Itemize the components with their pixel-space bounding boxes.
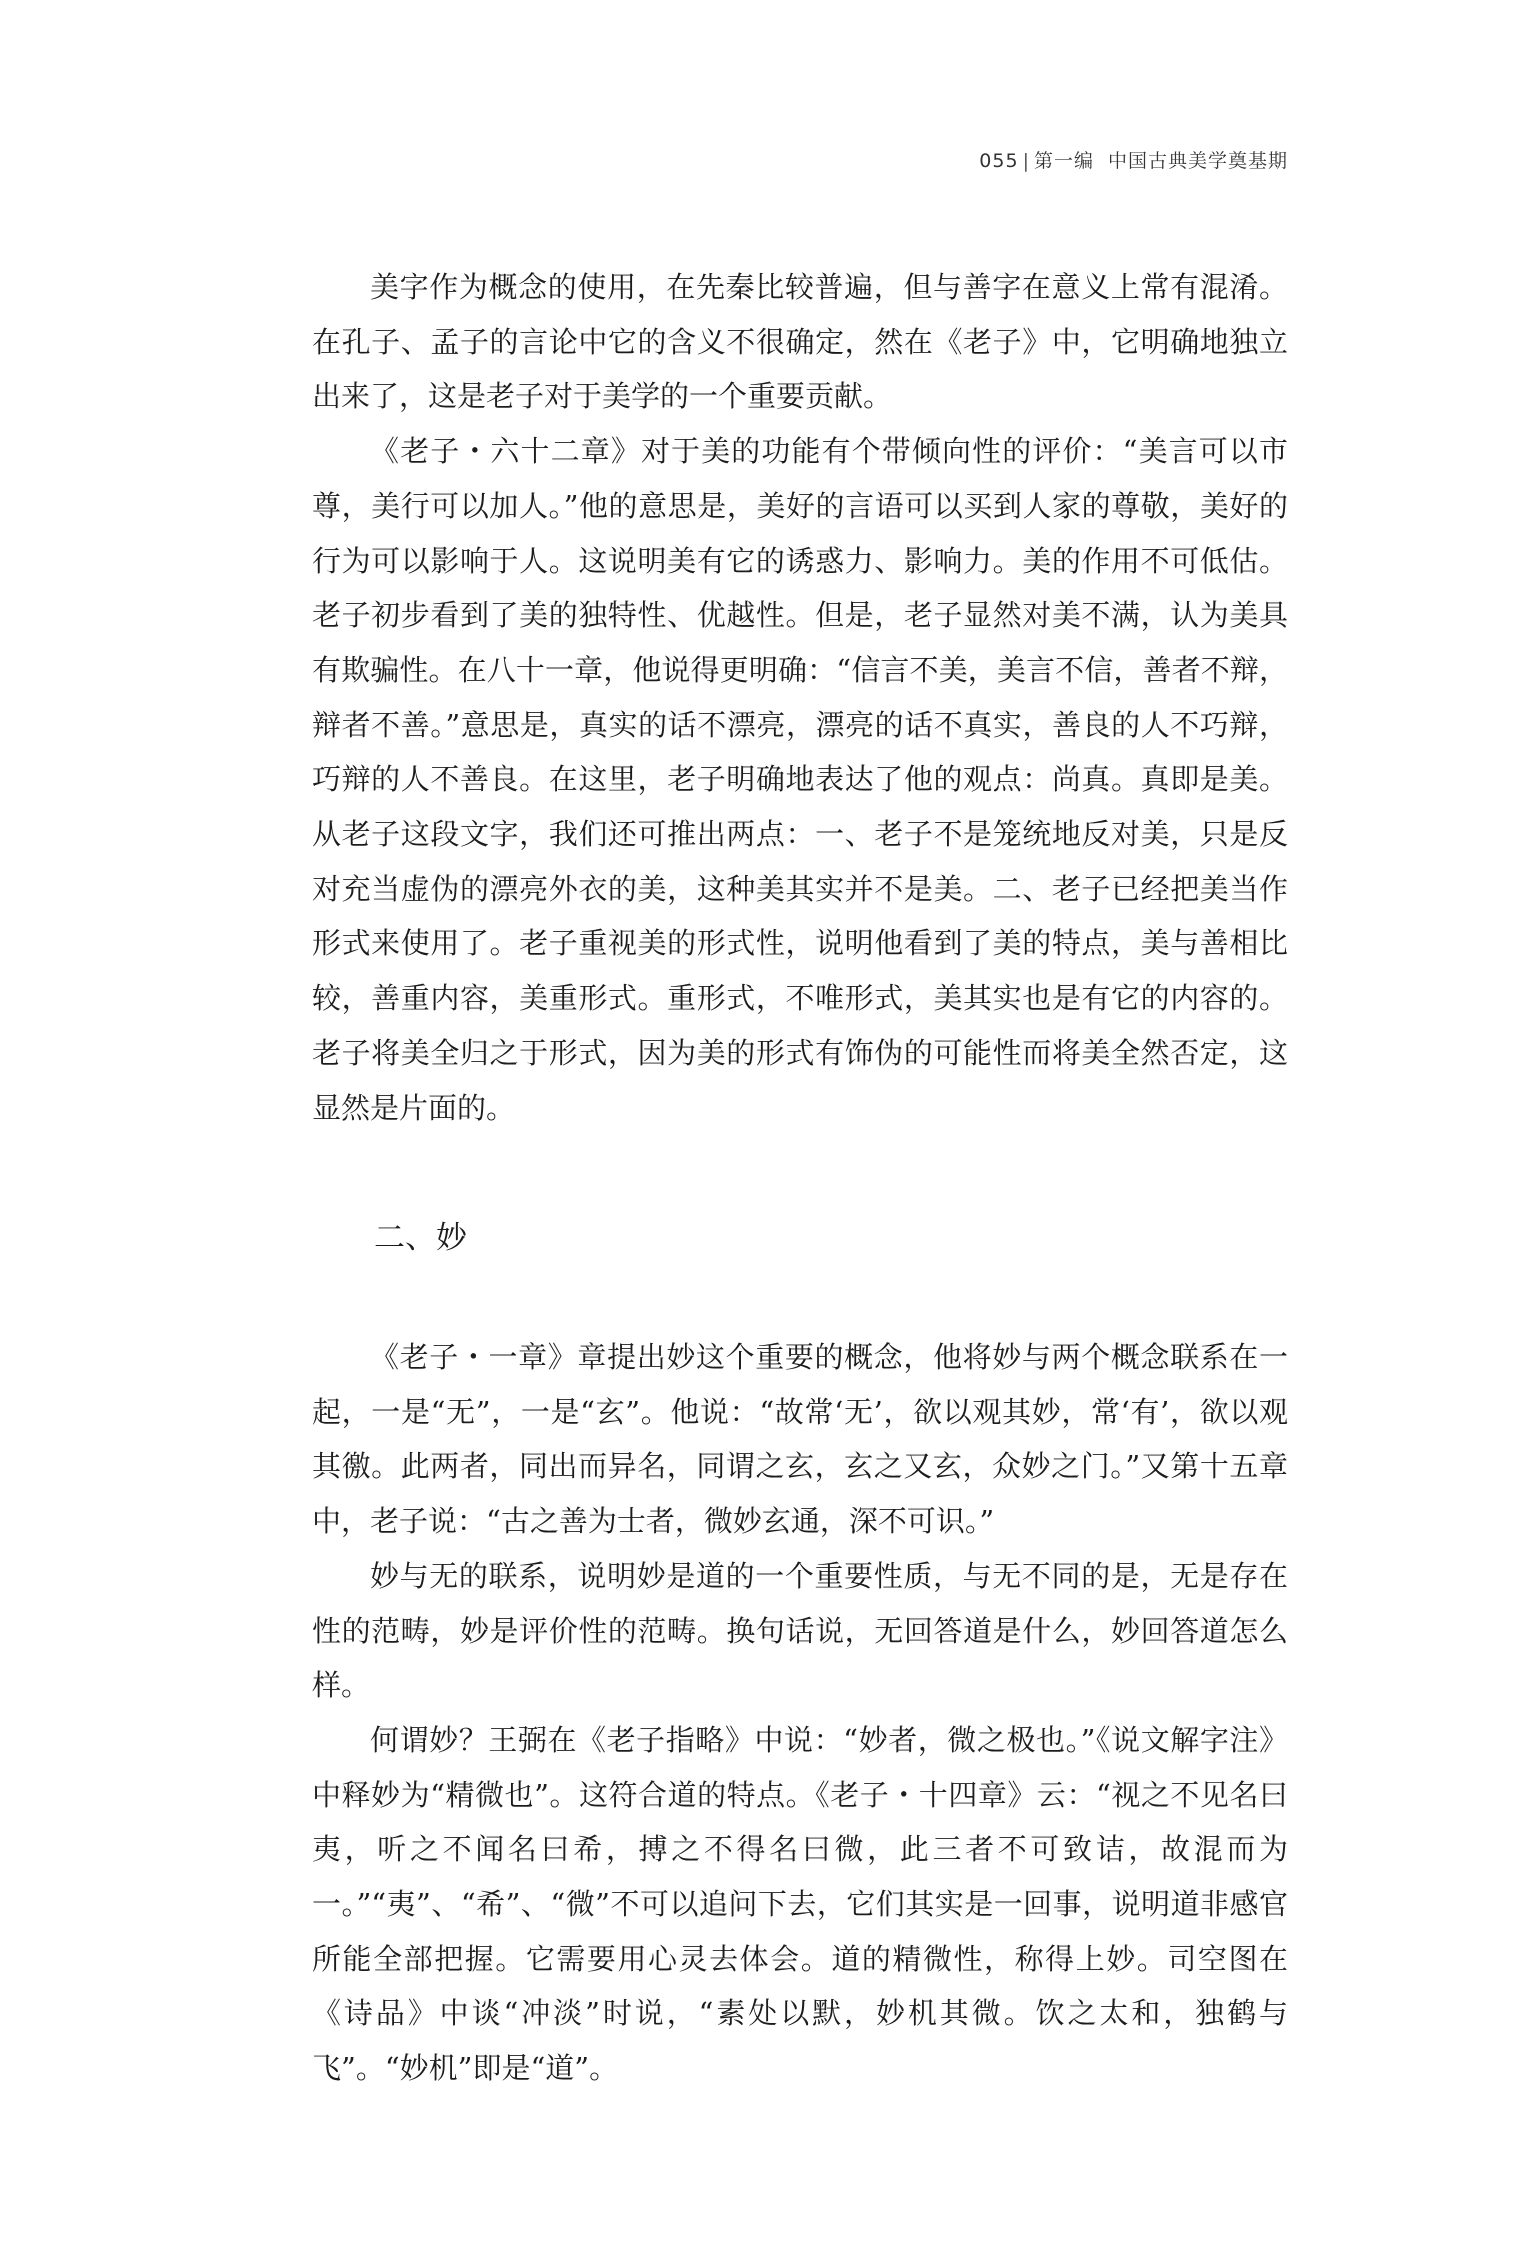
header-separator: | xyxy=(1022,150,1030,172)
paragraph: 美字作为概念的使用，在先秦比较普遍，但与善字在意义上常有混淆。在孔子、孟子的言论中它的含义不很确定，然在《老子》中，它明确地独立出来了，这是老子对于美学的一个重要贡献。 xyxy=(312,270,1288,414)
body-text-after-section xyxy=(312,1330,1288,2096)
running-header xyxy=(979,146,1288,173)
paragraph: 何谓妙？王弼在《老子指略》中说：“妙者，微之极也。”《说文解字注》中释妙为“精微也”。这符合道的特点。《老子・十四章》云：“视之不见名曰夷，听之不闻名曰希，搏之不得名曰微，此三者不可致诘，故混而为一。”“夷”、“希”、“微”不可以追问下去，它们其实是一回事，说明道非感官所能全部把握。它需要用心灵去体会。道的精微性，称得上妙。司空图在《诗品》中谈“冲淡”时说，“素处以默，妙机其微。饮之太和，独鹤与飞”。“妙机”即是“道”。 xyxy=(312,1722,1288,2086)
paragraph: 妙与无的联系，说明妙是道的一个重要性质，与无不同的是，无是存在性的范畴，妙是评价性的范畴。换句话说，无回答道是什么，妙回答道怎么样。 xyxy=(312,1558,1288,1703)
page-number: 055 xyxy=(979,150,1019,172)
part-label: 第一编 xyxy=(1033,150,1094,172)
body-text-before-section xyxy=(312,260,1288,1135)
paragraph: 《老子・六十二章》对于美的功能有个带倾向性的评价：“美言可以市尊，美行可以加人。”他的意思是，美好的言语可以买到人家的尊敬，美好的行为可以影响于人。这说明美有它的诱惑力、影响力。美的作用不可低估。老子初步看到了美的独特性、优越性。但是，老子显然对美不满，认为美具有欺骗性。在八十一章，他说得更明确：“信言不美，美言不信，善者不辩，辩者不善。”意思是，真实的话不漂亮，漂亮的话不真实，善良的人不巧辩，巧辩的人不善良。在这里，老子明确地表达了他的观点：尚真。真即是美。从老子这段文字，我们还可推出两点：一、老子不是笼统地反对美，只是反对充当虚伪的漂亮外衣的美，这种美其实并不是美。二、老子已经把美当作形式来使用了。老子重视美的形式性，说明他看到了美的特点，美与善相比较，善重内容，美重形式。重形式，不唯形式，美其实也是有它的内容的。老子将美全归之于形式，因为美的形式有饰伪的可能性而将美全然否定，这显然是片面的。 xyxy=(312,434,1288,1125)
section-heading: 二、妙 xyxy=(374,1220,467,1256)
chapter-title: 中国古典美学奠基期 xyxy=(1107,150,1288,172)
paragraph: 《老子・一章》章提出妙这个重要的概念，他将妙与两个概念联系在一起，一是“无”，一是“玄”。他说：“故常‘无’，欲以观其妙，常‘有’，欲以观其徼。此两者，同出而异名，同谓之玄，玄之又玄，众妙之门。”又第十五章中，老子说：“古之善为士者，微妙玄通，深不可识。” xyxy=(312,1340,1288,1539)
